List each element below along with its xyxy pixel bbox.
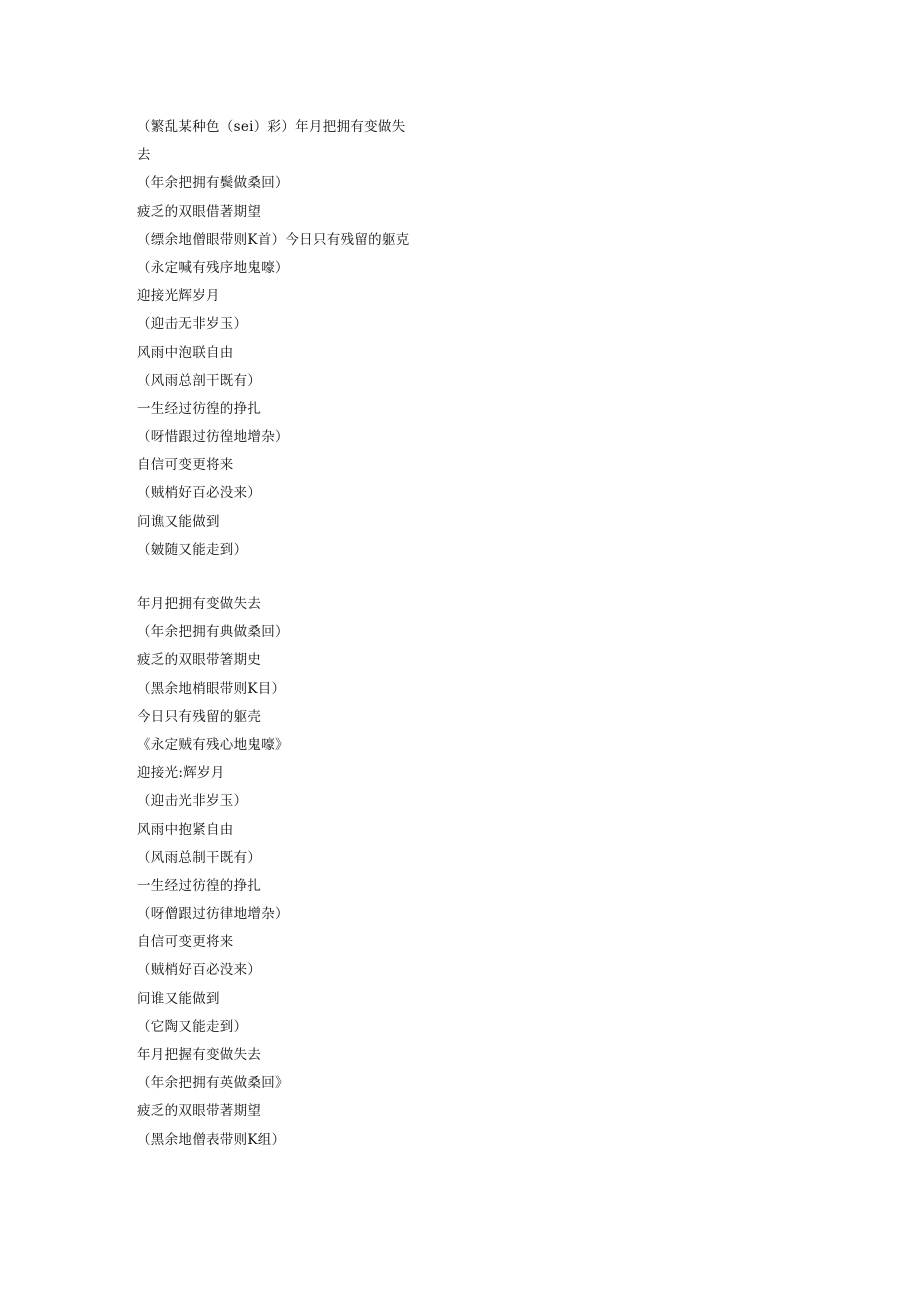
- lyric-line: （迎击无非岁玉）: [137, 316, 248, 333]
- lyric-line: 自信可变更将来: [137, 457, 234, 474]
- lyric-line: （缥余地僧眼带则K首）今日只有残留的躯克: [137, 231, 410, 248]
- lyric-line: 迎接光辉岁月: [137, 288, 220, 305]
- lyric-line: （年余把拥有鬓做桑回）: [137, 175, 289, 192]
- lyric-line: 风雨中抱紧自由: [137, 821, 234, 838]
- lyric-line: （年余把拥有典做桑回）: [137, 624, 289, 641]
- lyric-line: 风雨中泡联自由: [137, 344, 234, 361]
- lyric-line: （年余把拥有英做桑回》: [137, 1075, 289, 1092]
- lyric-line: （呀惜跟过彷徨地增杂）: [137, 429, 289, 446]
- lyrics-text: [137, 113, 457, 1154]
- lyric-line: 疲乏的双眼带箸期史: [137, 652, 262, 669]
- lyric-line: 问谁又能做到: [137, 990, 220, 1007]
- lyric-line: （黑余地僧表带则K组）: [137, 1131, 286, 1148]
- lyric-line: （永定喊有残序地鬼嚎）: [137, 259, 289, 276]
- lyric-line: （皴随又能走到）: [137, 541, 248, 558]
- blank-line: [137, 564, 457, 590]
- lyric-line: （风雨总制干既有）: [137, 849, 262, 866]
- lyric-line: 自信可变更将来: [137, 934, 234, 951]
- lyric-line: 疲乏的双眼借著期望: [137, 203, 262, 220]
- lyric-line: （迎击光非岁玉）: [137, 793, 248, 810]
- lyric-line: 疲乏的双眼带著期望: [137, 1103, 262, 1120]
- lyric-line: 《永定贼有残心地鬼嚎》: [137, 736, 289, 753]
- lyric-line: 一生经过彷徨的挣扎: [137, 877, 262, 894]
- lyric-line: （风雨总剖干既有）: [137, 372, 262, 389]
- lyric-line: 去: [137, 147, 151, 164]
- lyric-line: （黑余地梢眼带则K目）: [137, 680, 286, 697]
- lyric-line: 迎接光:辉岁月: [137, 765, 225, 782]
- lyric-line: 问谯又能做到: [137, 513, 220, 530]
- lyric-line: 今日只有残留的躯壳: [137, 708, 262, 725]
- lyric-line: 一生经过彷徨的挣扎: [137, 400, 262, 417]
- lyric-line: 年月把拥有变做失去: [137, 596, 262, 612]
- lyric-line: （呀僧跟过彷律地增杂）: [137, 906, 289, 923]
- lyric-line: （它陶又能走到）: [137, 1018, 248, 1035]
- lyric-line: （贼梢好百必没来）: [137, 485, 262, 502]
- lyric-line: （繁乱某种色（sei）彩）年月把拥有变做失: [137, 119, 406, 135]
- lyric-line: 年月把握有变做失去: [137, 1047, 262, 1063]
- lyric-line: （贼梢好百必没来）: [137, 962, 262, 979]
